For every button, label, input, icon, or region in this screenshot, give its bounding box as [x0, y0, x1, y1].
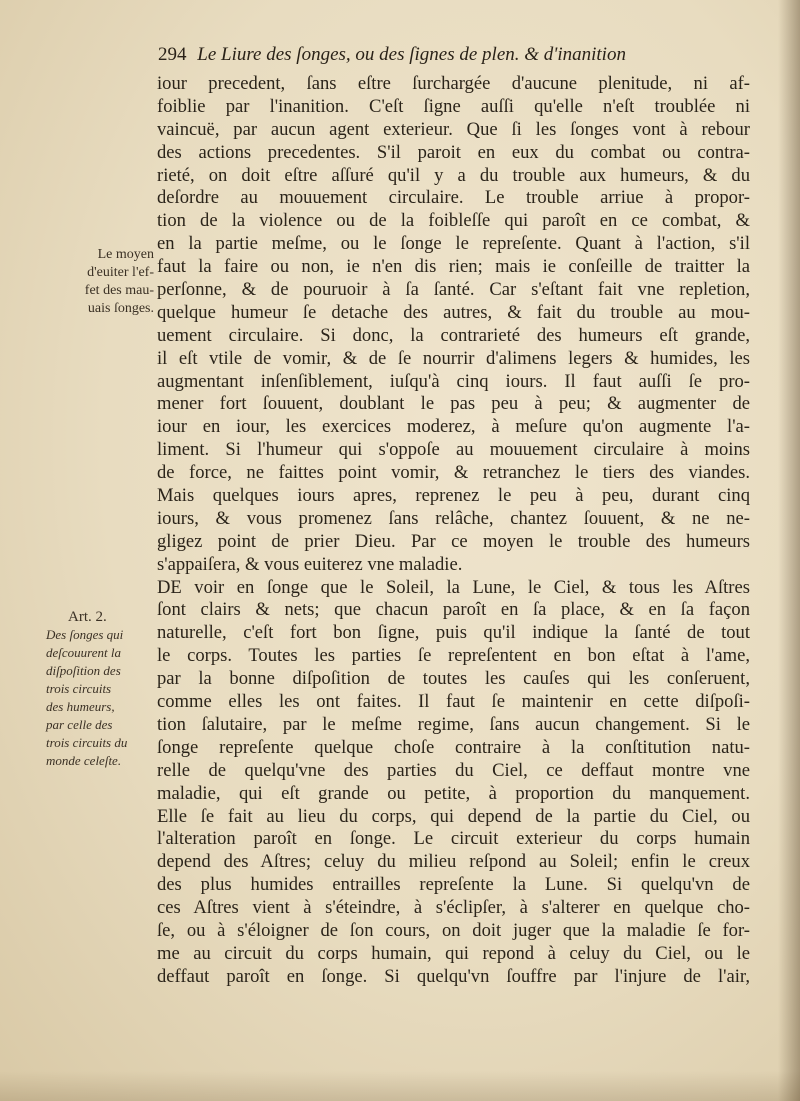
- margin-note-line: Des ſonges qui: [46, 627, 124, 642]
- margin-note-line: deſcouurent la: [46, 645, 121, 660]
- text-line: il eſt vtile de vomir, & de ſe nourrir d'alimens legers & humides, les: [157, 347, 750, 369]
- text-line: comme elles les ont faites. Il faut ſe maintenir en cette diſpoſi-: [157, 691, 750, 713]
- text-line: quelque humeur ſe detache des autres, & fait du trouble au mou-: [157, 301, 750, 323]
- text-line: Mais quelques iours apres, reprenez le peu à peu, durant cinq: [157, 485, 750, 507]
- text-line: tion de la violence ou de la foibleſſe qui paroît en ce combat, &: [157, 210, 750, 232]
- margin-note-line: Le moyen: [97, 247, 154, 262]
- margin-note-line: par celle des: [46, 717, 113, 732]
- text-line: l'alteration paroît en ſonge. Le circuit exterieur du corps humain: [157, 828, 750, 850]
- text-line: ſont clairs & nets; que chacun paroît en ſa place, & en ſa façon: [157, 599, 750, 621]
- text-line: iour en iour, les exercices moderez, à meſure qu'on augmente l'a-: [157, 416, 750, 438]
- text-line: Elle ſe fait au lieu du corps, qui depend de la partie du Ciel, ou: [157, 805, 750, 827]
- text-line: liment. Si l'humeur qui s'oppoſe au mouuement circulaire à moins: [157, 439, 750, 461]
- text-line: DE voir en ſonge que le Soleil, la Lune, le Ciel, & tous les Aſtres: [157, 576, 750, 598]
- text-line: de force, ne faittes point vomir, & retranchez le tiers des viandes.: [157, 462, 750, 484]
- text-line: ſe, ou à s'éloigner de ſon cours, on doit juger que la maladie ſe for-: [157, 919, 750, 941]
- margin-note-line: trois circuits du: [46, 735, 128, 750]
- text-line: vaincuë, par aucun agent exterieur. Que ſi les ſonges vont à rebour: [157, 118, 750, 140]
- text-line: en la partie meſme, ou le ſonge le repreſente. Quant à l'action, s'il: [157, 233, 750, 255]
- text-line: le corps. Toutes les parties ſe repreſentent en bon eſtat à l'ame,: [157, 645, 750, 667]
- margin-note-line: trois circuits: [46, 681, 112, 696]
- text-line: deſordre au mouuement circulaire. Le trouble arriue à propor-: [157, 187, 750, 209]
- margin-note-line: d'euiter l'ef-: [87, 265, 154, 280]
- text-line: s'appaiſera, & vous euiterez vne maladie.: [157, 553, 463, 575]
- margin-note-line: des humeurs,: [46, 699, 115, 714]
- text-line: ces Aſtres vient à s'éteindre, à s'éclipſer, à s'alterer en quelque cho-: [157, 897, 750, 919]
- text-line: iour precedent, ſans eſtre ſurchargée d'aucune plenitude, ni af-: [157, 73, 750, 94]
- text-line: des actions precedentes. S'il paroit en eux du combat ou contra-: [157, 141, 750, 163]
- text-line: relle de quelqu'vne des parties du Ciel, ce deffaut montre vne: [157, 759, 750, 781]
- text-line: depend des Aſtres; celuy du milieu reſpond au Soleil; enfin le creux: [157, 851, 750, 873]
- margin-note-line: monde celeſte.: [46, 753, 122, 768]
- running-title: Le Liure des ſonges, ou des ſignes de plen. & d'inanition: [197, 44, 626, 65]
- text-line: faut la faire ou non, ie n'en dis rien; mais ie conſeille de traitter la: [157, 256, 750, 278]
- text-line: rieté, on doit eſtre aſſuré qu'il y a du trouble aux humeurs, & du: [157, 164, 750, 186]
- text-line: maladie, qui eſt grande ou petite, à proportion du manquement.: [157, 782, 750, 804]
- text-line: uement circulaire. Si donc, la contrarieté des humeurs eſt grande,: [157, 324, 750, 346]
- text-line: des plus humides entrailles repreſente la Lune. Si quelqu'vn de: [157, 874, 750, 896]
- article-number: Art. 2.: [68, 609, 107, 625]
- margin-note-line: fet des mau-: [84, 283, 154, 298]
- page-edge-shadow: [778, 0, 800, 1101]
- page-bottom-shade: [0, 1071, 800, 1101]
- page-number: 294: [158, 44, 187, 65]
- text-line: deffaut paroît en ſonge. Si quelqu'vn ſouffre par l'injure de l'air,: [157, 965, 750, 987]
- text-line: ſonge repreſente quelque choſe contraire à la conſtitution natu-: [157, 736, 750, 758]
- text-line: par la bonne diſpoſition de toutes les cauſes qui les conſeruent,: [157, 668, 750, 690]
- text-line: me au circuit du corps humain, qui repond à celuy du Ciel, ou le: [157, 942, 750, 964]
- margin-note-line: diſpoſition des: [46, 663, 121, 678]
- text-line: gligez point de prier Dieu. Par ce moyen le trouble des humeurs: [157, 530, 750, 552]
- text-line: foiblie par l'inanition. C'eſt ſigne auſſi qu'elle n'eſt troublée ni: [157, 95, 750, 117]
- margin-note-line: uais ſonges.: [87, 301, 154, 316]
- margin-note-article: [46, 608, 152, 770]
- text-line: tion ſalutaire, par le meſme regime, ſans aucun changement. Si le: [157, 713, 750, 735]
- running-header: [158, 44, 728, 66]
- text-line: iours, & vous promenez ſans relâche, chantez ſouuent, & ne ne-: [157, 507, 750, 529]
- text-line: augmentant inſenſiblement, iuſqu'à cinq iours. Il faut auſſi ſe pro-: [157, 370, 750, 392]
- text-line: perſonne, & de pouruoir à ſa ſanté. Car s'eſtant fait vne repletion,: [157, 279, 750, 301]
- body-text: [157, 73, 750, 989]
- text-line: naturelle, c'eſt fort bon ſigne, puis qu'il indique la ſanté de tout: [157, 622, 750, 644]
- text-line: mener fort ſouuent, doublant le pas peu à peu; & augmenter de: [157, 393, 750, 415]
- margin-note-remedy: [62, 246, 154, 318]
